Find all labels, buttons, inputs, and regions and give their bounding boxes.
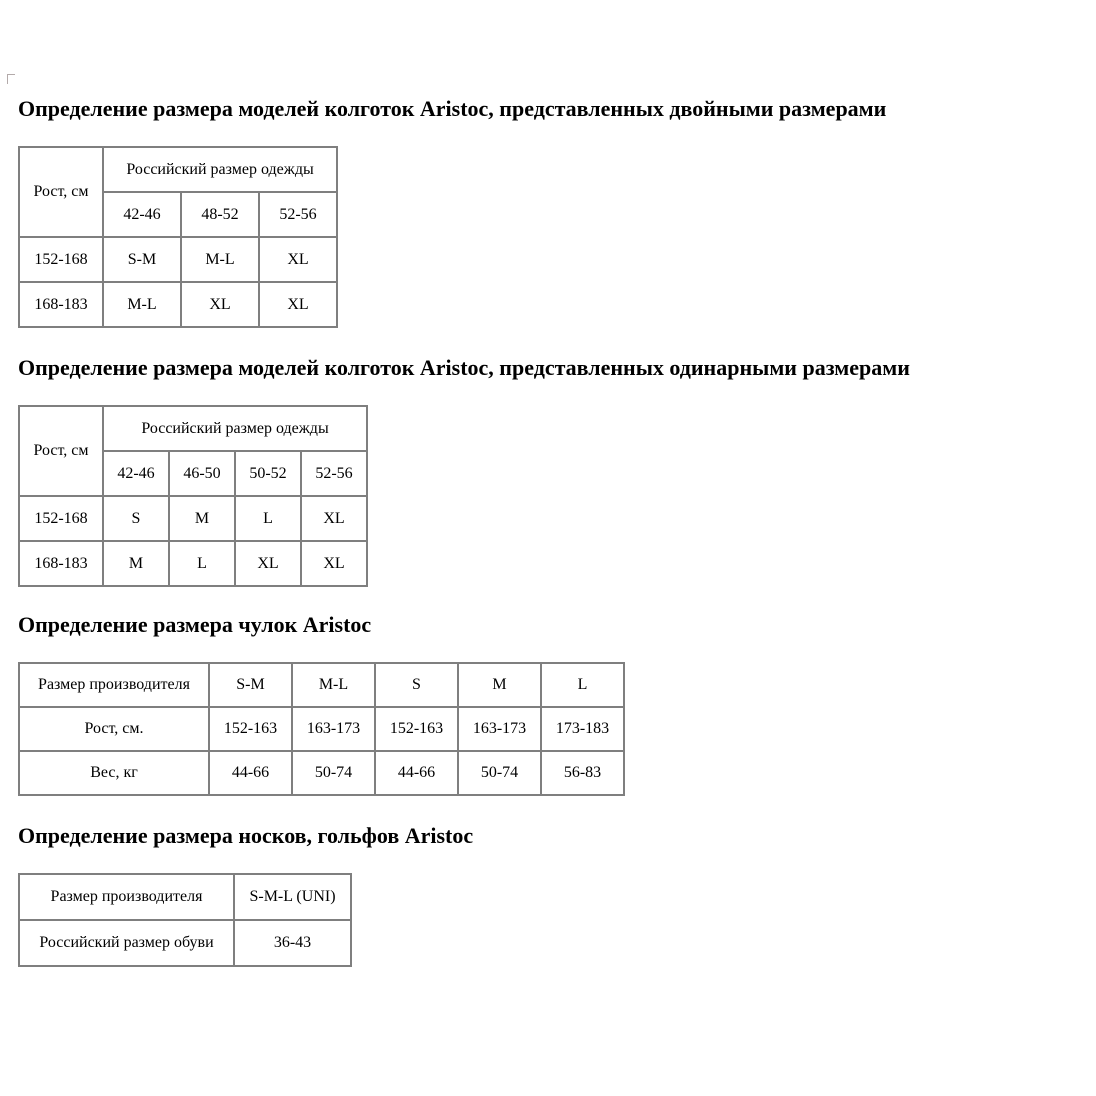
table-row bbox=[19, 751, 624, 795]
size-column-header: 50-52 bbox=[235, 451, 301, 496]
row-label-cell: Размер производителя bbox=[19, 874, 234, 920]
table-row bbox=[19, 282, 337, 327]
value-cell: 173-183 bbox=[541, 707, 624, 751]
table-row bbox=[19, 707, 624, 751]
size-value-cell: M-L bbox=[181, 237, 259, 282]
size-column-header: 52-56 bbox=[301, 451, 367, 496]
table-row bbox=[19, 874, 351, 920]
size-column-header: 52-56 bbox=[259, 192, 337, 237]
size-value-cell: L bbox=[235, 496, 301, 541]
size-column-header: 42-46 bbox=[103, 451, 169, 496]
size-value-cell: M-L bbox=[103, 282, 181, 327]
manufacturer-size-header: Размер производителя bbox=[19, 663, 209, 707]
value-cell: 44-66 bbox=[209, 751, 292, 795]
size-column-header: S bbox=[375, 663, 458, 707]
size-value-cell: XL bbox=[301, 496, 367, 541]
height-range-cell: 168-183 bbox=[19, 541, 103, 586]
value-cell: 36-43 bbox=[234, 920, 351, 966]
broken-image-icon bbox=[7, 74, 15, 84]
section-title-stockings: Определение размера чулок Aristoc bbox=[18, 612, 372, 637]
socks-table bbox=[18, 873, 352, 967]
size-column-header: 46-50 bbox=[169, 451, 235, 496]
corner-header-cell: Рост, см bbox=[19, 147, 103, 237]
size-value-cell: L bbox=[169, 541, 235, 586]
size-value-cell: M bbox=[103, 541, 169, 586]
height-range-cell: 168-183 bbox=[19, 282, 103, 327]
table-header-row bbox=[19, 663, 624, 707]
size-column-header: 48-52 bbox=[181, 192, 259, 237]
value-cell: 152-163 bbox=[375, 707, 458, 751]
value-cell: 50-74 bbox=[458, 751, 541, 795]
corner-header-cell: Рост, см bbox=[19, 406, 103, 496]
table-row bbox=[19, 541, 367, 586]
section-title-socks: Определение размера носков, гольфов Aristoc bbox=[18, 823, 474, 848]
group-header-cell: Российский размер одежды bbox=[103, 406, 367, 451]
value-cell: 50-74 bbox=[292, 751, 375, 795]
value-cell: S-M-L (UNI) bbox=[234, 874, 351, 920]
value-cell: 56-83 bbox=[541, 751, 624, 795]
single-sizes-table bbox=[18, 405, 368, 587]
double-sizes-table bbox=[18, 146, 338, 328]
size-value-cell: XL bbox=[235, 541, 301, 586]
size-column-header: 42-46 bbox=[103, 192, 181, 237]
size-value-cell: XL bbox=[259, 237, 337, 282]
size-value-cell: XL bbox=[181, 282, 259, 327]
group-header-cell: Российский размер одежды bbox=[103, 147, 337, 192]
value-cell: 163-173 bbox=[292, 707, 375, 751]
value-cell: 163-173 bbox=[458, 707, 541, 751]
height-range-cell: 152-168 bbox=[19, 496, 103, 541]
size-value-cell: XL bbox=[301, 541, 367, 586]
section-title-double-sizes: Определение размера моделей колготок Aristoc, представленных двойными размерами bbox=[18, 96, 887, 121]
row-label-cell: Рост, см. bbox=[19, 707, 209, 751]
table-header-row bbox=[19, 406, 367, 451]
size-value-cell: S bbox=[103, 496, 169, 541]
table-row bbox=[19, 237, 337, 282]
section-title-single-sizes: Определение размера моделей колготок Aristoc, представленных одинарными размерами bbox=[18, 355, 910, 380]
size-value-cell: XL bbox=[259, 282, 337, 327]
size-column-header: M bbox=[458, 663, 541, 707]
row-label-cell: Вес, кг bbox=[19, 751, 209, 795]
size-column-header: L bbox=[541, 663, 624, 707]
table-header-row bbox=[19, 147, 337, 192]
table-row bbox=[19, 920, 351, 966]
size-value-cell: S-M bbox=[103, 237, 181, 282]
size-column-header: S-M bbox=[209, 663, 292, 707]
size-value-cell: M bbox=[169, 496, 235, 541]
value-cell: 44-66 bbox=[375, 751, 458, 795]
value-cell: 152-163 bbox=[209, 707, 292, 751]
table-row bbox=[19, 496, 367, 541]
row-label-cell: Российский размер обуви bbox=[19, 920, 234, 966]
size-column-header: M-L bbox=[292, 663, 375, 707]
height-range-cell: 152-168 bbox=[19, 237, 103, 282]
stockings-table bbox=[18, 662, 625, 796]
